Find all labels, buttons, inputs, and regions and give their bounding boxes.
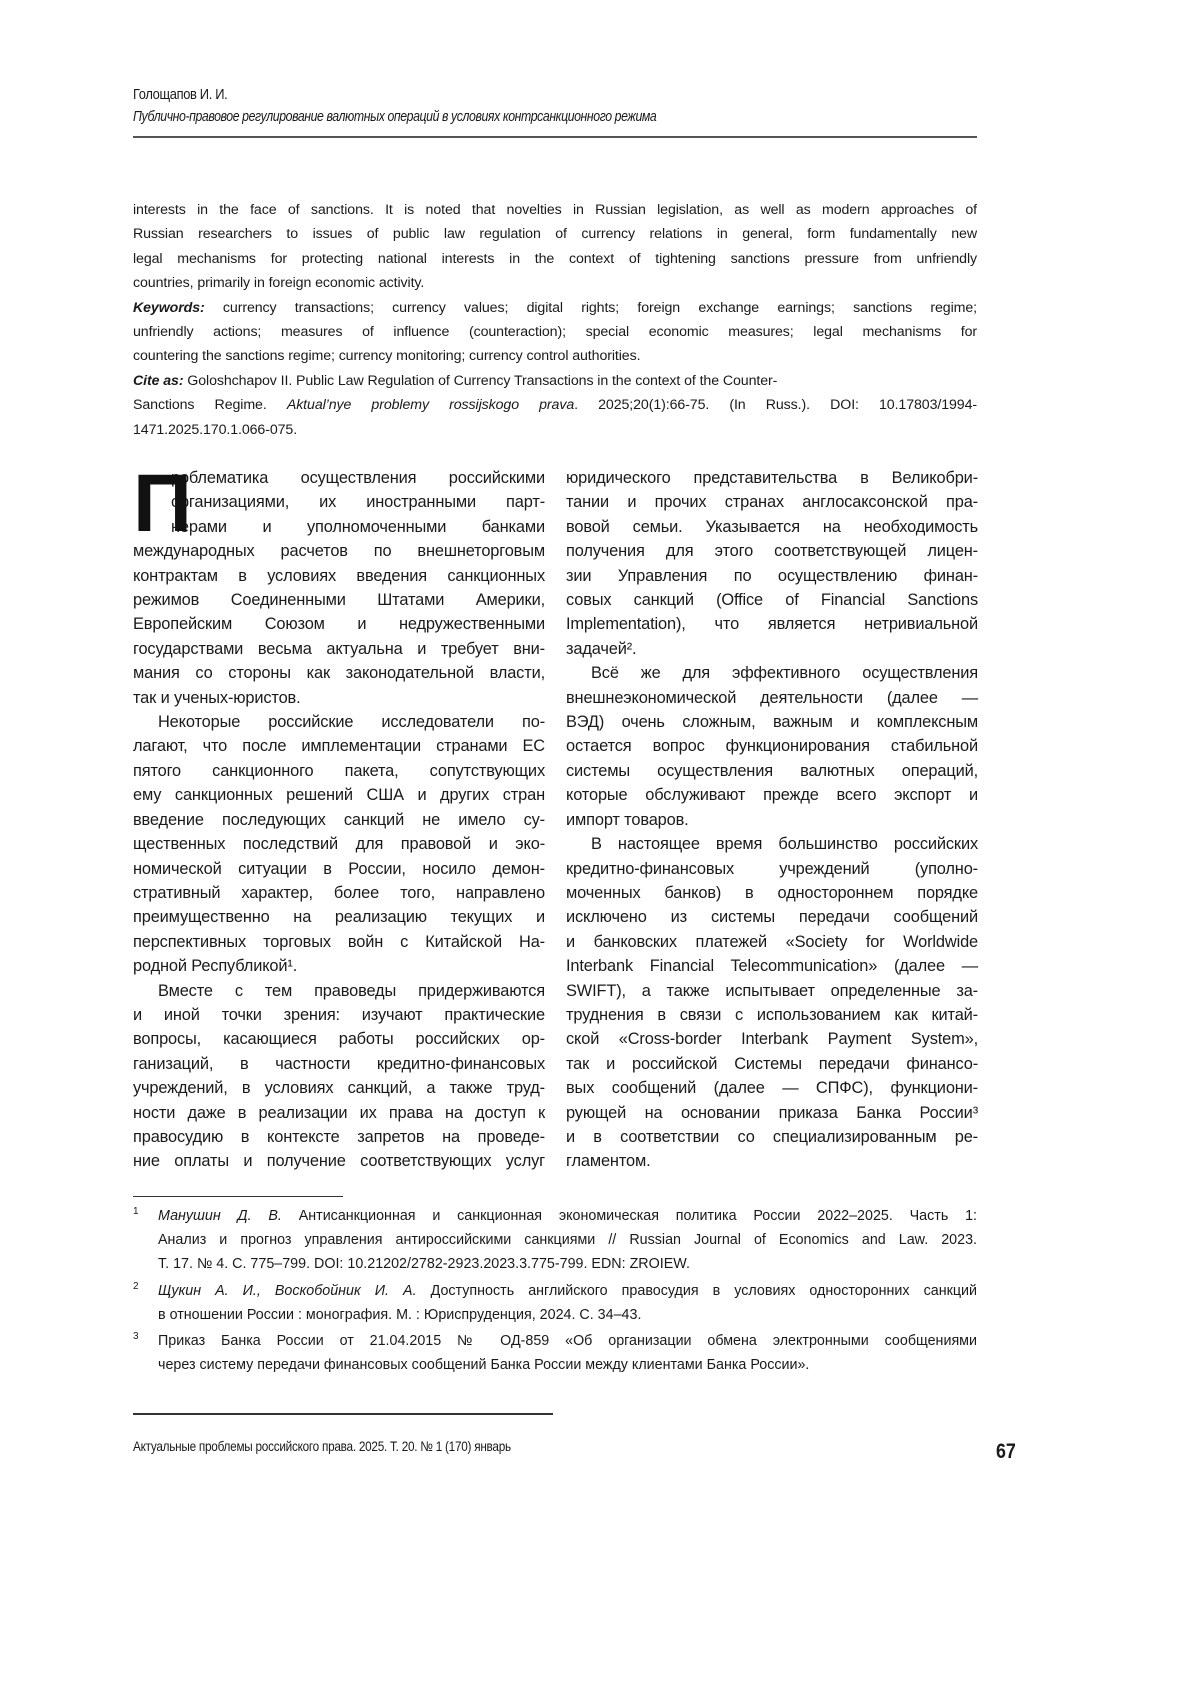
emphasis-text: Cite as: <box>133 373 183 389</box>
text-line: ганизаций, в частности кредитно-финансовых <box>133 1052 545 1076</box>
text-line: Russian researchers to issues of public law regulation of currency relations in general, form fundamentally new <box>133 222 977 246</box>
text-line: гламентом. <box>566 1149 978 1173</box>
text-line: перспективных торговых войн с Китайской На- <box>133 930 545 954</box>
text-line: interests in the face of sanctions. It is noted that novelties in Russian legislation, as well as modern approaches of <box>133 198 977 222</box>
body-paragraph <box>566 466 978 661</box>
text-segment: Sanctions Regime. <box>133 397 287 413</box>
text-line: ние оплаты и получение соответствующих услуг <box>133 1149 545 1173</box>
text-line <box>133 393 977 417</box>
text-segment: . 2025;20(1):66-75. (In Russ.). DOI: 10.17803/1994- <box>574 397 977 413</box>
text-line: организациями, их иностранными парт- <box>133 490 545 514</box>
text-line: труднения в связи с использованием как китай- <box>566 1003 978 1027</box>
text-line: Европейским Союзом и недружественными <box>133 612 545 636</box>
emphasis-text: Aktual’nye problemy rossijskogo prava <box>287 397 574 413</box>
text-line: так и российской Системы передачи финансо- <box>566 1052 978 1076</box>
text-line: Анализ и прогноз управления антироссийскими санкциями // Russian Journal of Economics and Law. 2023. <box>158 1228 977 1252</box>
text-line: родной Республикой¹. <box>133 954 545 978</box>
text-line: Т. 17. № 4. С. 775–799. DOI: 10.21202/2782-2923.2023.3.775-799. EDN: ZROIEW. <box>158 1252 977 1276</box>
text-line: совых санкций (Office of Financial Sanctions <box>566 588 978 612</box>
text-line: вопросы, касающиеся работы российских ор- <box>133 1027 545 1051</box>
abstract-paragraph <box>133 198 977 442</box>
text-line: ской «Cross-border Interbank Payment System», <box>566 1027 978 1051</box>
drop-cap: П <box>133 469 192 539</box>
text-line: моченных банков) в одностороннем порядке <box>566 881 978 905</box>
text-line: исключено из системы передачи сообщений <box>566 905 978 929</box>
abstract-english <box>133 198 977 442</box>
emphasis-text: Щукин А. И., Воскобойник И. А. <box>158 1283 417 1299</box>
text-line: задачей². <box>566 637 978 661</box>
text-line: контрактам в условиях введения санкционных <box>133 564 545 588</box>
running-header-title: Публично-правовое регулирование валютных операций в условиях контрсанкционного режима <box>133 108 656 125</box>
text-line: пятого санкционного пакета, сопутствующих <box>133 759 545 783</box>
text-line: SWIFT), а также испытывает определенные за- <box>566 979 978 1003</box>
footnote-text <box>158 1329 977 1377</box>
text-line: кредитно-финансовых учреждений (уполно- <box>566 857 978 881</box>
text-line: рующей на основании приказа Банка России³ <box>566 1101 978 1125</box>
text-line: ности даже в реализации их права на доступ к <box>133 1101 545 1125</box>
text-line: преимущественно на реализацию текущих и <box>133 905 545 929</box>
text-line <box>133 369 977 393</box>
text-line: вых сообщений (далее — СПФС), функциони- <box>566 1076 978 1100</box>
text-line: countering the sanctions regime; currency monitoring; currency control authorities. <box>133 344 977 368</box>
text-line: тании и прочих странах англосаксонской пра- <box>566 490 978 514</box>
text-line: номической ситуации в России, носило демон- <box>133 857 545 881</box>
text-line: введение последующих санкций не имело су- <box>133 808 545 832</box>
body-column-right <box>566 466 978 1174</box>
text-line: ему санкционных решений США и других стран <box>133 783 545 807</box>
text-line: лагают, что после имплементации странами ЕС <box>133 734 545 758</box>
text-line: которые обслуживают прежде всего экспорт и <box>566 783 978 807</box>
text-line: режимов Соединенными Штатами Америки, <box>133 588 545 612</box>
text-line: legal mechanisms for protecting national interests in the context of tightening sanctions pressure from unfriendly <box>133 247 977 271</box>
text-line: внешнеэкономической деятельности (далее — <box>566 686 978 710</box>
text-line: unfriendly actions; measures of influence (counteraction); special economic measures; legal mechanisms for <box>133 320 977 344</box>
body-paragraph <box>566 661 978 832</box>
footnote-number: 2 <box>133 1275 139 1299</box>
text-line: системы осуществления валютных операций, <box>566 759 978 783</box>
text-segment: Goloshchapov II. Public Law Regulation of Currency Transactions in the context of the Counter- <box>183 373 777 389</box>
footnote-divider <box>133 1196 343 1197</box>
header-divider <box>133 136 977 138</box>
text-line: остается вопрос функционирования стабильной <box>566 734 978 758</box>
text-line: Всё же для эффективного осуществления <box>566 661 978 685</box>
text-line: Приказ Банка России от 21.04.2015 № ОД-859 «Об организации обмена электронными сообщениями <box>158 1329 977 1353</box>
text-line: зии Управления по осуществлению финан- <box>566 564 978 588</box>
text-line: 1471.2025.170.1.066-075. <box>133 418 977 442</box>
text-line: импорт товаров. <box>566 808 978 832</box>
footer-divider <box>133 1413 553 1415</box>
text-line: в отношении России : монография. М. : Юриспруденция, 2024. С. 34–43. <box>158 1303 977 1327</box>
text-line: Implementation), что является нетривиальной <box>566 612 978 636</box>
text-segment: Доступность английского правосудия в условиях односторонних санкций <box>417 1283 977 1299</box>
text-line: юридического представительства в Великобри- <box>566 466 978 490</box>
text-line <box>158 1279 977 1303</box>
text-segment: currency transactions; currency values; digital rights; foreign exchange earnings; sanctions regime; <box>205 300 977 316</box>
body-column-left <box>133 466 545 1174</box>
text-line: countries, primarily in foreign economic activity. <box>133 271 977 295</box>
text-line: Interbank Financial Telecommunication» (далее — <box>566 954 978 978</box>
text-line: В настоящее время большинство российских <box>566 832 978 856</box>
body-paragraph <box>133 466 545 710</box>
text-line: стративный характер, более того, направлено <box>133 881 545 905</box>
text-line: так и ученых-юристов. <box>133 686 545 710</box>
running-header-author: Голощапов И. И. <box>133 86 227 103</box>
footnote-text <box>158 1279 977 1327</box>
text-line: нерами и уполномоченными банками <box>133 515 545 539</box>
text-line: учреждений, в условиях санкций, а также труд- <box>133 1076 545 1100</box>
text-line: и банковских платежей «Society for Worldwide <box>566 930 978 954</box>
text-line: Вместе с тем правоведы придерживаются <box>133 979 545 1003</box>
footnote <box>133 1204 977 1277</box>
page-number: 67 <box>996 1440 1016 1464</box>
body-paragraph <box>566 832 978 1174</box>
footnote-number: 3 <box>133 1325 139 1349</box>
footnote-number: 1 <box>133 1200 139 1224</box>
text-line: мания со стороны как законодательной власти, <box>133 661 545 685</box>
emphasis-text: Манушин Д. В. <box>158 1208 282 1224</box>
text-line: международных расчетов по внешнеторговым <box>133 539 545 563</box>
text-line: Некоторые российские исследователи по- <box>133 710 545 734</box>
text-line: получения для этого соответствующей лицен- <box>566 539 978 563</box>
body-paragraph <box>133 710 545 978</box>
body-paragraph <box>133 979 545 1174</box>
footnotes <box>133 1204 977 1379</box>
footnote <box>133 1329 977 1377</box>
text-line: и иной точки зрения: изучают практические <box>133 1003 545 1027</box>
footnote <box>133 1279 977 1327</box>
text-line: ВЭД) очень сложным, важным и комплексным <box>566 710 978 734</box>
text-line: через систему передачи финансовых сообщений Банка России между клиентами Банка России». <box>158 1353 977 1377</box>
journal-footer: Актуальные проблемы российского права. 2025. Т. 20. № 1 (170) январь <box>133 1438 511 1454</box>
emphasis-text: Keywords: <box>133 300 205 316</box>
text-line: и в соответствии со специализированным ре- <box>566 1125 978 1149</box>
text-line: вовой семьи. Указывается на необходимость <box>566 515 978 539</box>
text-line: щественных последствий для правовой и эко- <box>133 832 545 856</box>
text-line: правосудию в контексте запретов на проведе- <box>133 1125 545 1149</box>
text-line: роблематика осуществления российскими <box>133 466 545 490</box>
footnote-text <box>158 1204 977 1277</box>
text-segment: Антисанкционная и санкционная экономическая политика России 2022–2025. Часть 1: <box>282 1208 977 1224</box>
text-line: государствами весьма актуальна и требует вни- <box>133 637 545 661</box>
text-line <box>158 1204 977 1228</box>
text-line <box>133 296 977 320</box>
